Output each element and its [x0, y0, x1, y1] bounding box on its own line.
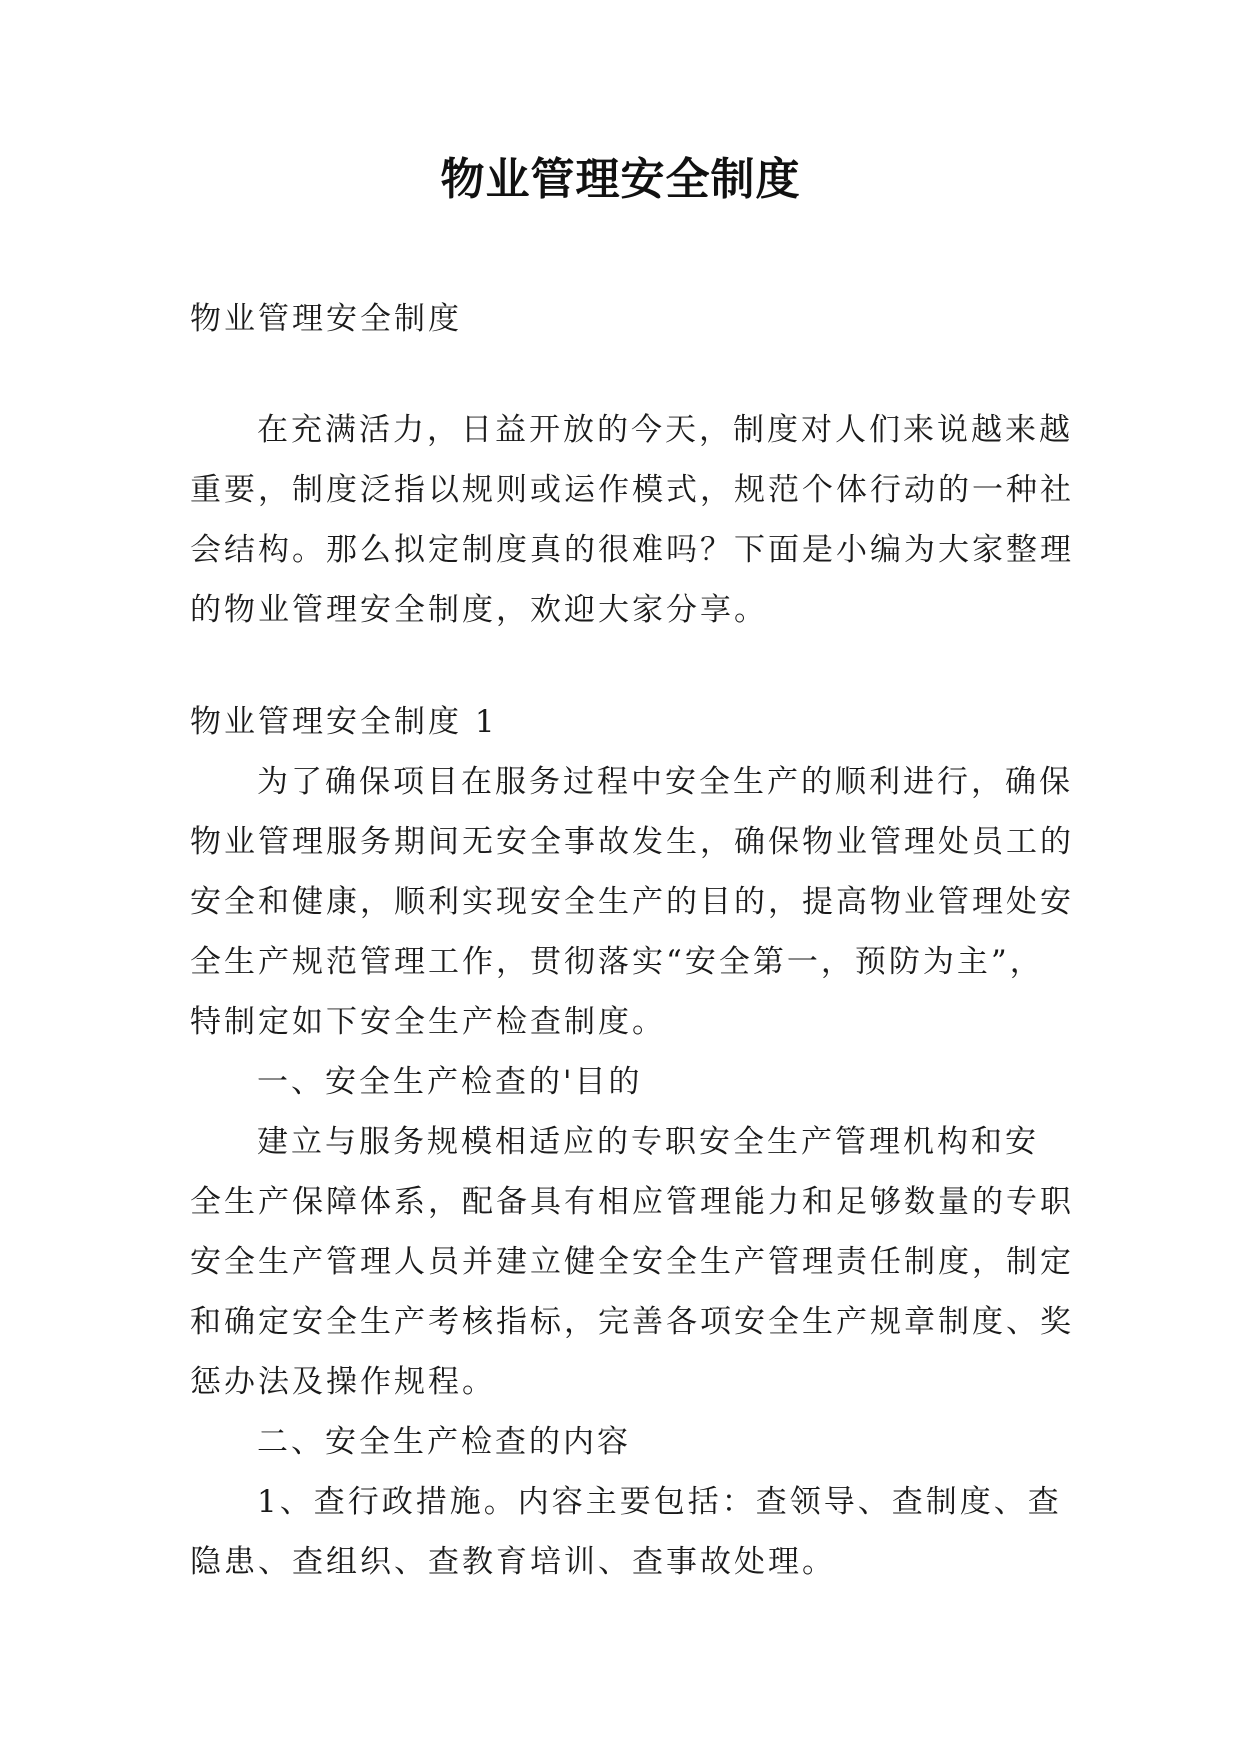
intro-line: 在充满活力，日益开放的今天，制度对人们来说越来越	[257, 412, 1073, 448]
section-heading: 物业管理安全制度 1	[190, 704, 498, 740]
body-line: 全生产保障体系，配备具有相应管理能力和足够数量的专职	[190, 1184, 1074, 1220]
body-line: 全生产规范管理工作，贯彻落实“安全第一，预防为主”，	[190, 944, 1044, 980]
document-title: 物业管理安全制度	[440, 154, 801, 205]
body-line: 和确定安全生产考核指标，完善各项安全生产规章制度、奖	[190, 1304, 1074, 1340]
body-line: 隐患、查组织、查教育培训、查事故处理。	[190, 1544, 836, 1580]
subheading-line: 一、安全生产检查的'目的	[257, 1064, 643, 1100]
body-line: 为了确保项目在服务过程中安全生产的顺利进行，确保	[257, 764, 1073, 800]
body-line: 1、查行政措施。内容主要包括：查领导、查制度、查	[257, 1484, 1062, 1520]
body-line: 安全和健康，顺利实现安全生产的目的，提高物业管理处安	[190, 884, 1074, 920]
body-line: 特制定如下安全生产检查制度。	[190, 1004, 666, 1040]
body-line: 物业管理服务期间无安全事故发生，确保物业管理处员工的	[190, 824, 1074, 860]
subheading-line: 二、安全生产检查的内容	[257, 1424, 631, 1460]
subtitle-line: 物业管理安全制度	[190, 301, 462, 337]
body-line: 惩办法及操作规程。	[190, 1364, 496, 1400]
body-line: 建立与服务规模相适应的专职安全生产管理机构和安	[257, 1124, 1039, 1160]
body-line: 安全生产管理人员并建立健全安全生产管理责任制度，制定	[190, 1244, 1074, 1280]
intro-line: 会结构。那么拟定制度真的很难吗？下面是小编为大家整理	[190, 532, 1074, 568]
intro-line: 的物业管理安全制度，欢迎大家分享。	[190, 592, 768, 628]
intro-line: 重要，制度泛指以规则或运作模式，规范个体行动的一种社	[190, 472, 1074, 508]
